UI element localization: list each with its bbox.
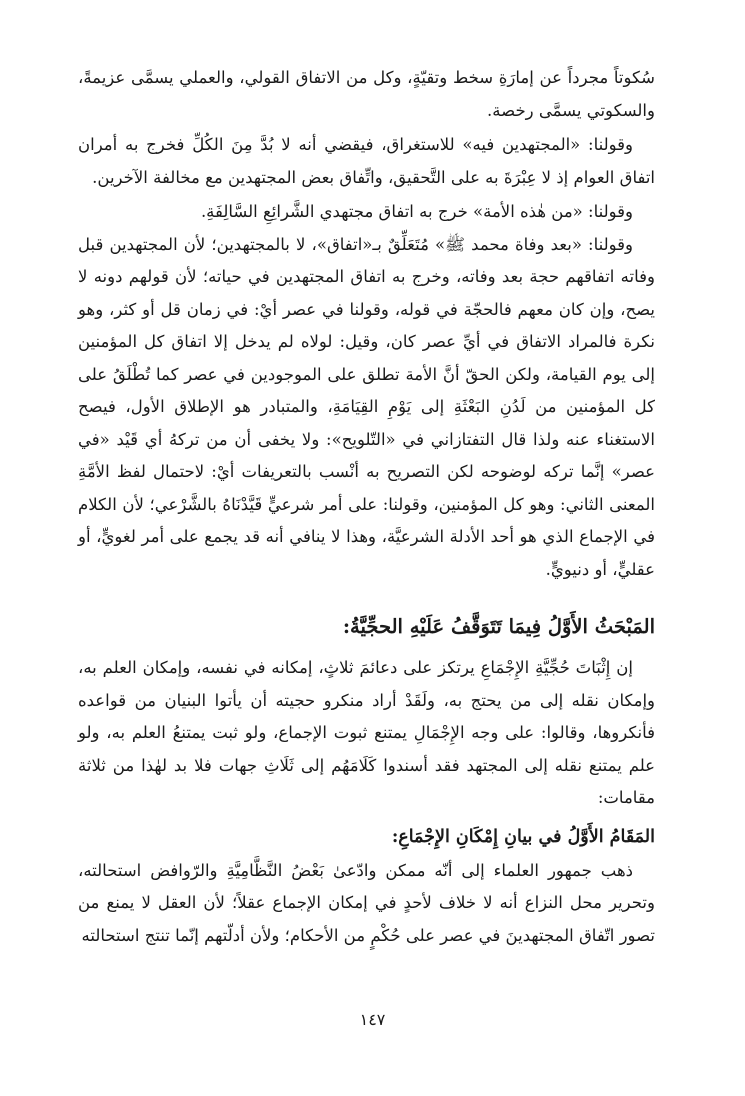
paragraph-silent-consensus: سُكوتاً مجرداً عن إمارَةِ سخط وتقيّةٍ، وكل من الاتفاق القولي، والعملي يسمَّى عزيمةً، والسكوتي يسمَّى رخصة. xyxy=(78,68,655,120)
subsection-heading-possibility: المَقَامُ الأَوَّلُ في بيانِ إِمْكَانِ الإِجْمَاعِ: xyxy=(391,826,655,847)
paragraph-pillars-of-proof: إن إِثْبَاتَ حُجِّيَّةِ الإِجْمَاعِ يرتكز على دعائمَ ثلاثٍ، إمكانه في نفسه، وإمكان العلم به، وإمكان نقله إلى من يحتج به، ولَقَدْ أراد منكرو حجيته أن يأتوا البنيان من قواعده فأنكروها، وقالوا: على وجه الإِجْمَالِ يمتنع ثبوت الإجماع، ولو ثبت يمتنعُ العلم به، ولو علم يمتنع نقله إلى المجتهد فقد أسندوا كَلَامَهُم إلى ثَلَاثِ جهات فلا بد لهٰذا من ثلاثة مقامات: xyxy=(78,658,655,807)
paragraph-majority-view: ذهب جمهور العلماء إلى أنّه ممكن وادّعىٰ بَعْضُ النَّظَّامِيَّةِ والرّوافض استحالته، وتحرير محل النزاع أنه لا خلاف لأحدٍ في إمكان الإجماع عقلاً؛ لأن العقل لا يمنع من تصور اتّفاق المجتهدينَ في عصر على حُكْمٍ من الأحكام؛ ولأن أدلّتهم إنّما تنتج استحالته xyxy=(78,860,655,945)
paragraph-this-ummah: وقولنا: «من هٰذه الأمة» خرج به اتفاق مجتهدي الشَّرائِعِ السَّالِفَةِ. xyxy=(200,202,633,221)
page-number: ١٤٧ xyxy=(359,1010,386,1029)
section-heading-first-topic: المَبْحَثُ الأَوَّلُ فِيمَا تَتَوَقَّفُ عَلَيْهِ الحجِّيَّةُ: xyxy=(342,615,655,638)
paragraph-mujtahidin-definition: وقولنا: «المجتهدين فيه» للاستغراق، فيقضي أنه لا بُدَّ مِنَ الكُلِّ فخرج به أمران اتفاق العوام إذ لا عِبْرَةَ به على التَّحقيق، واتِّفاق بعض المجتهدين مع مخالفة الآخرين. xyxy=(78,135,655,187)
paragraph-after-prophet: وقولنا: «بعد وفاة محمد ﷺ» مُتَعَلِّقٌ بـ«اتفاق»، لا بالمجتهدين؛ لأن المجتهدين قبل وفاته اتفاقهم حجة بعد وفاته، وخرج به اتفاق المجتهدين في حياته؛ لأن قولهم دونه لا يصح، وإن كان معهم فالحجّة في قوله، وقولنا في عصر أيْ: في زمان قل أو كثر، وهو نكرة فالمراد الاتفاق في أيِّ عصر كان، وقيل: لولاه لم يدخل إلا اتفاق كل المؤمنين إلى يوم القيامة، ولكن الحقّ أنَّ الأمة تطلق على الموجودين في عصر كما تُطْلَقُ على كل المؤمنين من لَدُنِ البَعْثَةِ إلى يَوْمِ القِيَامَةِ، والمتبادر هو الإطلاق الأول، فيصح الاستغناء عنه ولذا قال التفتازاني في «التّلويح»: ولا يخفى أن من تركهُ أي قَيْد «في عصر» إنَّما تركه لوضوحه لكن التصريح به أنْسب بالتعريفات أيْ: لاحتمال لفظ الأمَّةِ المعنى الثاني: وهو كل المؤمنين، وقولنا: على أمر شرعيٍّ قَيَّدْنَاهُ بالشَّرْعي؛ لأن الكلام في الإجماع الذي هو أحد الأدلة الشرعيَّة، وهذا لا ينافي أنه قد يجمع على أمر لغويٍّ، أو عقليٍّ، أو دنيويٍّ. xyxy=(78,234,655,579)
